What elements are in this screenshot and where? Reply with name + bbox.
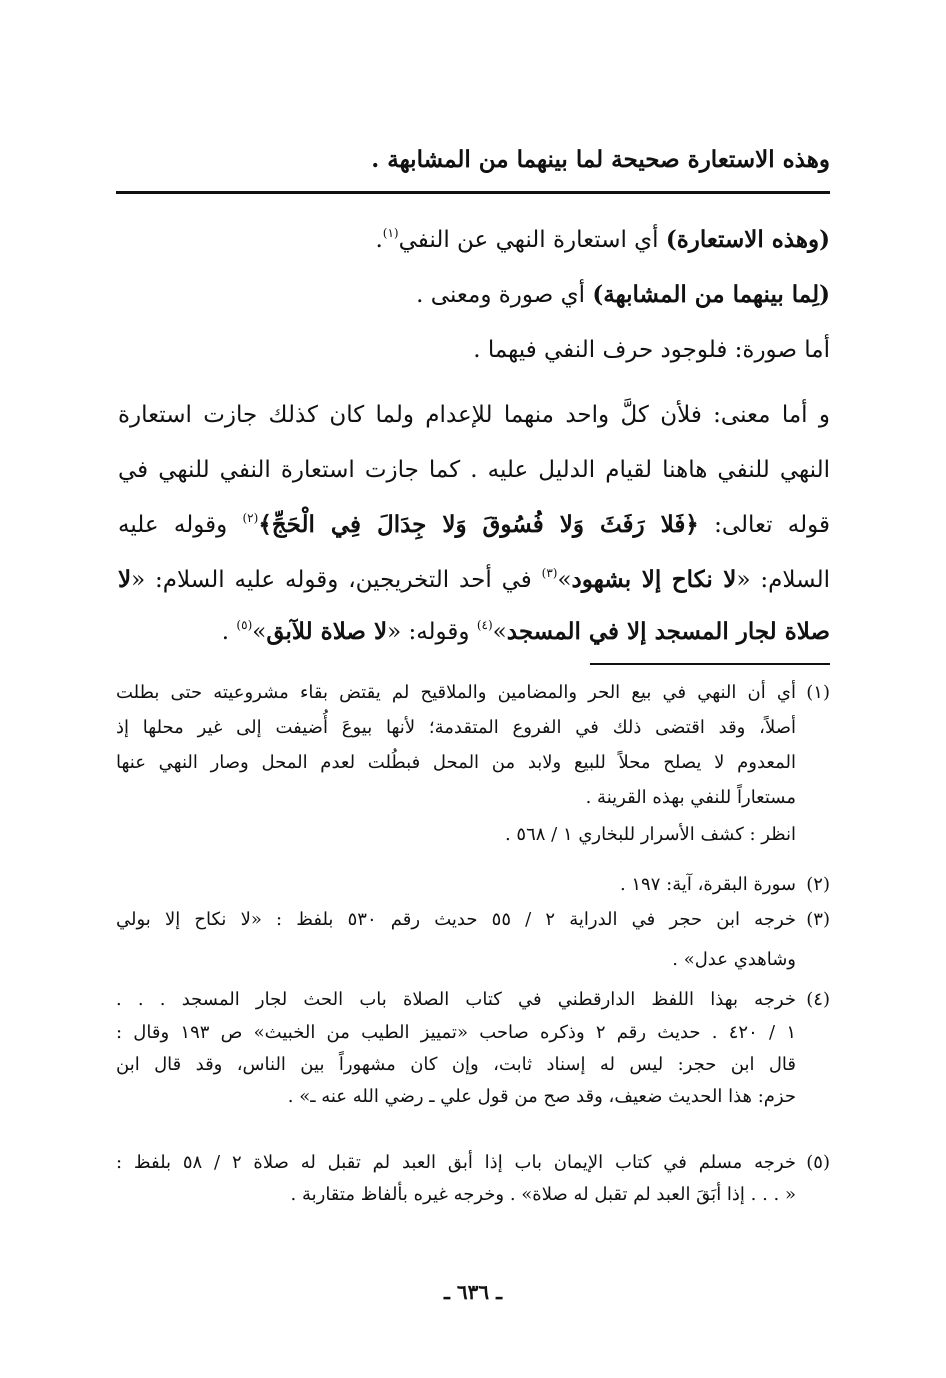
quoted-phrase: (وهذه الاستعارة) (665, 226, 830, 253)
footnote-ref-4[interactable]: (٤) (476, 618, 493, 632)
text: في أحد التخريجين، وقوله عليه السلام: « (131, 567, 542, 593)
text: » (557, 567, 572, 593)
hadith-quote: لا (118, 566, 132, 593)
main-line-5 (118, 450, 830, 490)
text: النهي للنفي هاهنا لقيام الدليل عليه . كما جازت استعارة النفي للنهي في (118, 457, 830, 483)
footnote-line: انظر : كشف الأسرار للبخاري ١ / ٥٦٨ . (504, 824, 796, 845)
footnote-line: المعدوم لا يصلح محلاً للبيع ولابد من المحل فبطُلت لعدم المحل وصار النهي عنها (116, 752, 796, 773)
footnote-number: (٤) (806, 989, 830, 1010)
footnote-line: أصلاً، وقد اقتضى ذلك في الفروع المتقدمة؛ لأنها بيوعَ أُضيفت إلى غير محلها إذ (116, 717, 796, 738)
footnote-number: (٢) (806, 874, 830, 895)
footnote-separator (590, 663, 830, 665)
text: أي استعارة النهي عن النفي (398, 227, 666, 253)
text: أما صورة: فلوجود حرف النفي فيهما . (473, 337, 830, 363)
footnote-line: خرجه ابن حجر في الدراية ٢ / ٥٥ حديث رقم ٥٣٠ بلفظ : «لا نكاح إلا بولي (116, 909, 796, 930)
text: وقوله: « (387, 619, 477, 645)
header-rule (116, 191, 830, 194)
footnote-line: « . . . إذا أبَقَ العبد لم تقبل له صلاة» . وخرجه غيره بألفاظ متقاربة . (290, 1184, 796, 1205)
main-line-7 (118, 560, 830, 600)
main-line-3 (118, 330, 830, 370)
text: السلام: « (736, 567, 830, 593)
footnote-ref-1[interactable]: (١) (382, 226, 399, 240)
text: أي صورة ومعنى . (416, 282, 593, 308)
main-line-6 (118, 505, 830, 545)
footnote-line: مستعاراً للنفي بهذه القرينة . (585, 787, 796, 808)
hadith-quote: لا نكاح إلا بشهود (571, 566, 737, 593)
footnote-number: (٥) (806, 1152, 830, 1173)
hadith-quote: صلاة لجار المسجد إلا في المسجد (506, 618, 830, 645)
quran-verse: ﴿فَلا رَفَثَ وَلا فُسُوقَ وَلا جِدَالَ فِي الْحَجِّ﴾ (258, 511, 699, 538)
footnote-number: (١) (806, 682, 830, 703)
running-header: وهذه الاستعارة صحيحة لما بينهما من المشابهة . (371, 146, 830, 173)
main-line-1 (118, 220, 830, 260)
hadith-quote: لا صلاة للآبق (266, 618, 388, 645)
quoted-phrase: (لِما بينهما من المشابهة) (592, 281, 830, 308)
text: . (375, 227, 383, 253)
text: قوله تعالى: (698, 512, 830, 538)
footnote-ref-3[interactable]: (٣) (541, 566, 558, 580)
text: وقوله عليه (118, 512, 243, 538)
footnote-ref-5[interactable]: (٥) (236, 618, 253, 632)
footnote-line: خرجه مسلم في كتاب الإيمان باب إذا أبق العبد لم تقبل له صلاة ٢ / ٥٨ بلفظ : (116, 1152, 796, 1173)
text: » (492, 619, 507, 645)
page-number: ـ ٦٣٦ ـ (444, 1280, 502, 1304)
footnote-line: خرجه بهذا اللفظ الدارقطني في كتاب الصلاة باب الحث لجار المسجد . . . (116, 989, 796, 1010)
text: و أما معنى: فلأن كلَّ واحد منهما للإعدام ولما كان كذلك جازت استعارة (118, 402, 830, 428)
main-line-4 (118, 395, 830, 435)
main-line-8 (118, 612, 830, 652)
footnote-line: أي أن النهي في بيع الحر والمضامين والملاقيح لم يقتض بقاء مشروعيته حتى بطلت (116, 682, 796, 703)
footnote-ref-2[interactable]: (٢) (242, 511, 259, 525)
footnote-line: ١ / ٤٢٠ . حديث رقم ٢ وذكره صاحب «تمييز الطيب من الخبيث» ص ١٩٣ وقال : (116, 1022, 796, 1043)
text: . (221, 619, 237, 645)
footnote-line: قال ابن حجر: ليس له إسناد ثابت، وإن كان مشهوراً بين الناس، وقد قال ابن (116, 1054, 796, 1075)
footnote-number: (٣) (806, 909, 830, 930)
text: » (252, 619, 267, 645)
footnote-line: حزم: هذا الحديث ضعيف، وقد صح من قول علي ـ رضي الله عنه ـ» . (287, 1086, 796, 1107)
main-line-2 (118, 275, 830, 315)
footnote-line: سورة البقرة، آية: ١٩٧ . (619, 874, 796, 895)
footnote-line: وشاهدي عدل» . (672, 949, 796, 970)
